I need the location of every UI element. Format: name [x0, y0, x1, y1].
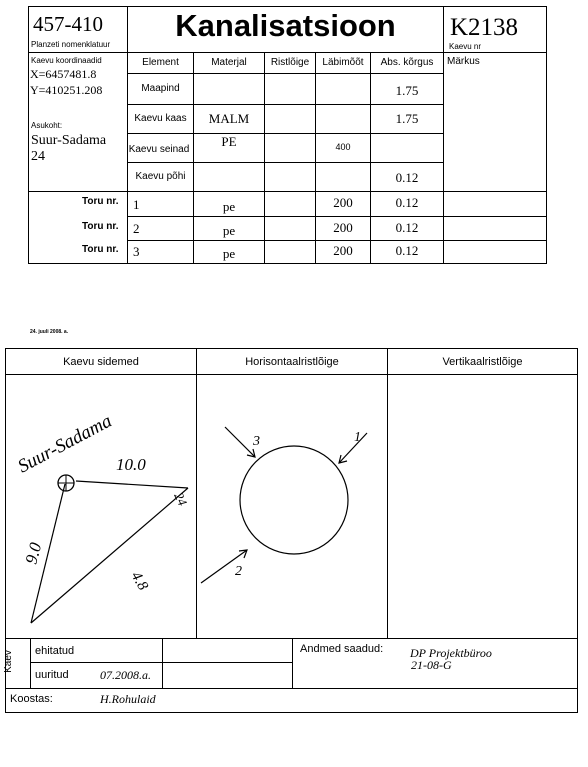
- coord-x: X=6457481.8: [30, 67, 97, 81]
- row-element: Kaevu seinad: [128, 143, 190, 155]
- hand-d3: 24: [171, 489, 191, 509]
- coords-label: Kaevu koordinaadid: [31, 56, 102, 65]
- row-diameter: 400: [335, 142, 351, 152]
- pipe-label: Toru nr.: [82, 244, 119, 255]
- row-height: 1.75: [395, 110, 419, 126]
- hand-d1: 10.0: [116, 455, 146, 474]
- built-label: ehitatud: [35, 645, 75, 657]
- pipe-diameter: 200: [333, 220, 353, 235]
- data-value-2: 21-08-G: [411, 658, 452, 672]
- row-element: Maapind: [141, 83, 180, 94]
- compiled-label: Koostas:: [10, 693, 53, 705]
- col-header-height: Abs. kõrgus: [380, 57, 434, 68]
- pipe-label: Toru nr.: [82, 196, 119, 207]
- well-id: K2138: [450, 14, 519, 41]
- compiled-value: H.Rohulaid: [100, 692, 156, 706]
- col-header-ties: Kaevu sidemed: [63, 356, 139, 368]
- row-height: 1.75: [395, 82, 419, 98]
- hand-d4: 4.8: [127, 569, 151, 594]
- hand-street: Suur-Sadama: [14, 410, 116, 478]
- kaev-label: Kaev: [2, 650, 14, 673]
- pipe-2-label: 2: [235, 564, 242, 579]
- pipe-height: 0.12: [395, 195, 419, 210]
- coord-y: Y=410251.208: [30, 83, 103, 97]
- row-element: Kaevu kaas: [134, 113, 187, 124]
- hand-d2: 9.0: [21, 540, 46, 567]
- plan-number: 457-410: [33, 12, 103, 36]
- ties-sketch: [6, 375, 196, 638]
- pipe-height: 0.12: [395, 220, 419, 235]
- col-header-material: Materjal: [211, 57, 247, 68]
- date-note: 24. juuli 2008. a.: [30, 329, 69, 335]
- pipe-diameter: 200: [333, 195, 353, 210]
- measured-label: uuritud: [35, 669, 69, 681]
- well-circle: [240, 446, 348, 554]
- col-header-note: Märkus: [447, 55, 480, 67]
- data-value-1: DP Projektbüroo: [410, 646, 492, 660]
- pipe-nr: 1: [133, 197, 140, 212]
- pipe-nr: 2: [133, 221, 140, 236]
- page-title: Kanalisatsioon: [175, 8, 396, 43]
- pipe-1-label: 1: [354, 430, 361, 445]
- col-header-diameter: Läbimõõt: [322, 57, 364, 68]
- pipe-material: pe: [222, 199, 236, 214]
- pipe-arrows: [201, 427, 367, 583]
- well-label: Kaevu nr: [449, 42, 482, 51]
- well-mark: [58, 475, 74, 491]
- col-header-cross: Ristlõige: [270, 57, 310, 68]
- row-height: 0.12: [395, 170, 419, 185]
- pipe-material: pe: [222, 223, 236, 238]
- location-line2: 24: [31, 149, 45, 164]
- location-label: Asukoht:: [31, 121, 63, 130]
- col-header-vertical: Vertikaalristlõige: [442, 356, 523, 368]
- pipe-label: Toru nr.: [82, 221, 119, 232]
- pipe-diameter: 200: [333, 243, 353, 258]
- data-label: Andmed saadud:: [300, 643, 384, 655]
- col-header-horizontal: Horisontaalristlõige: [245, 356, 339, 368]
- pipe-height: 0.12: [395, 243, 419, 258]
- row-material: PE: [221, 134, 237, 149]
- location-line1: Suur-Sadama: [31, 133, 107, 148]
- pipe-material: pe: [222, 246, 236, 261]
- plan-label: Planzeti nomenklatuur: [31, 40, 111, 49]
- col-header-element: Element: [142, 57, 179, 68]
- horizontal-sketch: [197, 375, 387, 638]
- tie-lines: [31, 481, 191, 623]
- pipe-nr: 3: [133, 244, 140, 259]
- measured-value: 07.2008.a.: [100, 668, 151, 682]
- row-material: MALM: [208, 110, 250, 126]
- row-element: Kaevu põhi: [135, 171, 186, 182]
- pipe-3-label: 3: [253, 434, 260, 449]
